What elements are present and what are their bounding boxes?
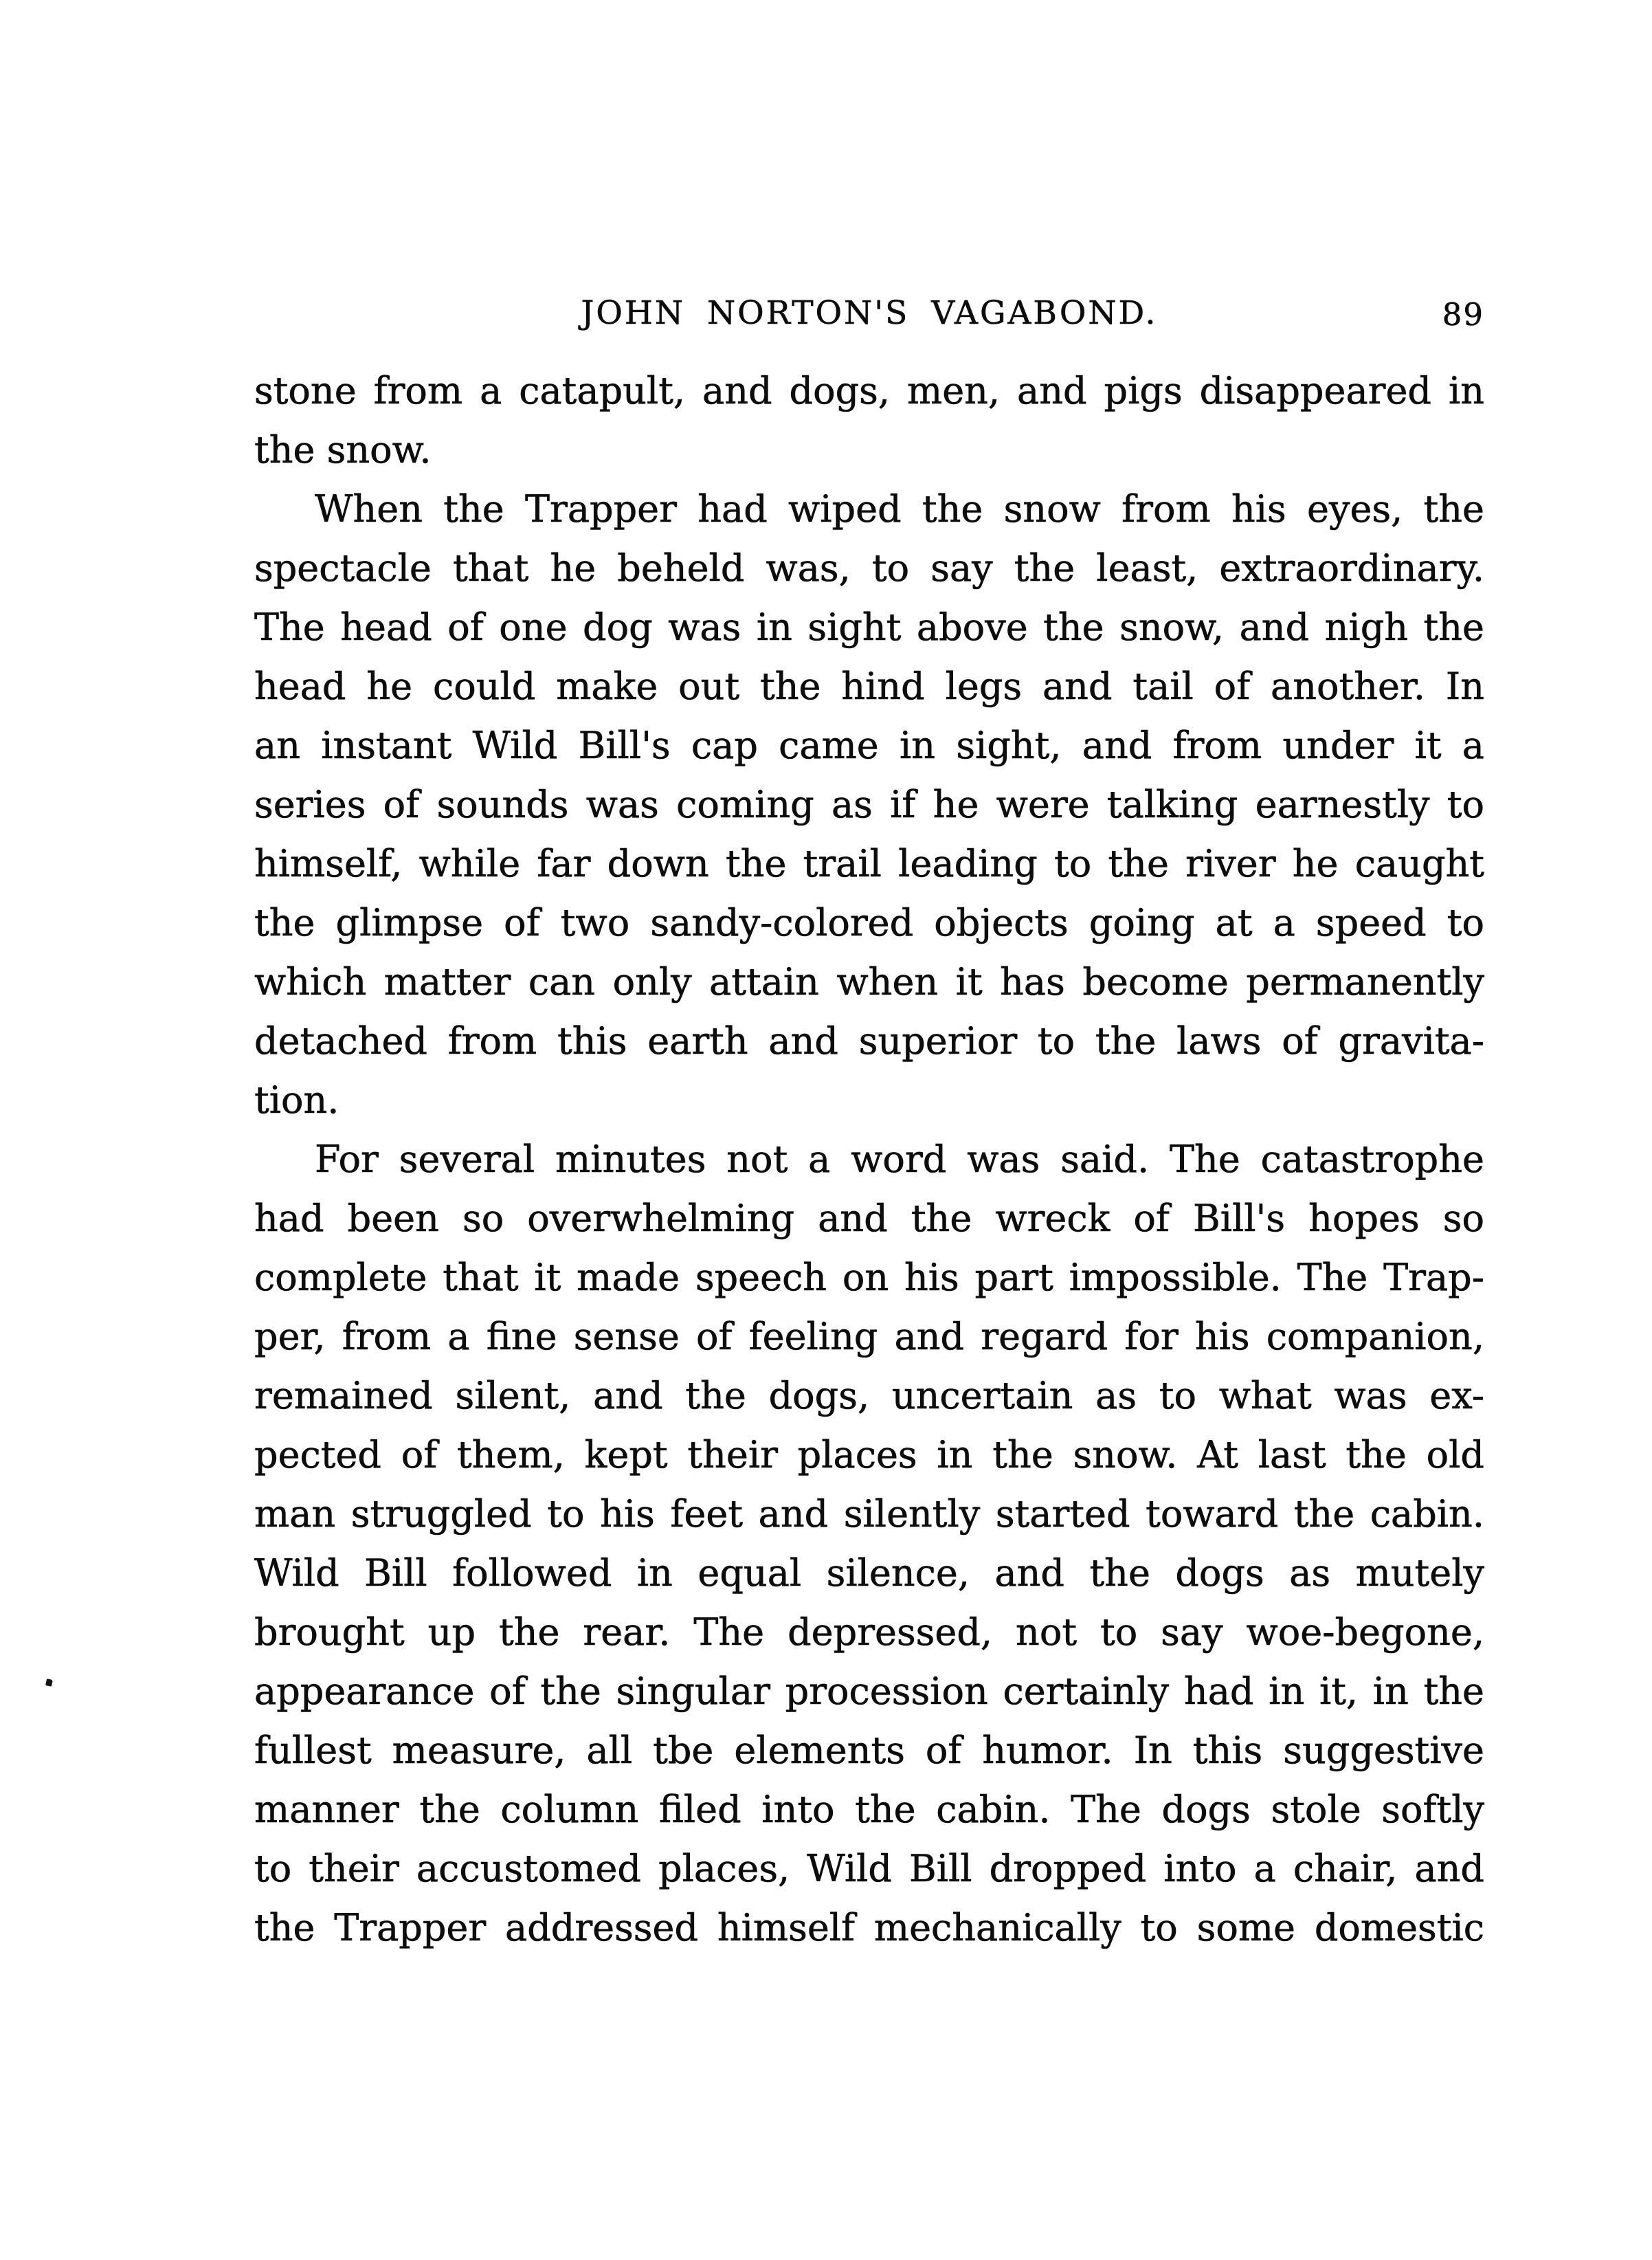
text-line: The head of one dog was in sight above the snow, and nigh the (254, 606, 1484, 649)
text-line: head he could make out the hind legs and tail of another. In (254, 665, 1484, 708)
text-line: man struggled to his feet and silently started toward the cabin. (254, 1492, 1484, 1536)
text-line: remained silent, and the dogs, uncertain as to what was ex- (254, 1374, 1484, 1417)
text-line: had been so overwhelming and the wreck of Bill's hopes so (254, 1197, 1484, 1240)
text-line: tion. (254, 1078, 339, 1122)
page-number: 89 (1442, 296, 1484, 333)
text-line: stone from a catapult, and dogs, men, and pigs disappeared in (254, 369, 1484, 412)
ink-speck-artifact (45, 1679, 53, 1687)
text-line: per, from a fine sense of feeling and regard for his companion, (254, 1315, 1484, 1358)
text-line: spectacle that he beheld was, to say the least, extraordinary. (254, 546, 1484, 590)
body-text (254, 362, 1484, 1958)
text-line: the Trapper addressed himself mechanically to some domestic (254, 1906, 1484, 1949)
text-line: Wild Bill followed in equal silence, and the dogs as mutely (254, 1551, 1484, 1595)
text-line: detached from this earth and superior to the laws of gravita- (254, 1019, 1484, 1063)
running-head (254, 294, 1484, 333)
text-line: which matter can only attain when it has become permanently (254, 960, 1484, 1004)
text-line: manner the column filed into the cabin. The dogs stole softly (254, 1788, 1484, 1831)
text-line: the glimpse of two sandy-colored objects going at a speed to (254, 901, 1484, 944)
text-line: brought up the rear. The depressed, not to say woe-begone, (254, 1610, 1484, 1654)
text-line: complete that it made speech on his part impossible. The Trap- (254, 1256, 1484, 1299)
text-line: pected of them, kept their places in the snow. At last the old (254, 1433, 1484, 1476)
text-line: himself, while far down the trail leading to the river he caught (254, 842, 1484, 885)
text-line: to their accustomed places, Wild Bill dropped into a chair, and (254, 1847, 1484, 1890)
text-line: an instant Wild Bill's cap came in sight, and from under it a (254, 724, 1484, 767)
text-line: When the Trapper had wiped the snow from his eyes, the (315, 487, 1484, 531)
text-line: fullest measure, all tbe elements of humor. In this suggestive (254, 1729, 1484, 1772)
text-line: series of sounds was coming as if he were talking earnestly to (254, 783, 1484, 826)
text-line: For several minutes not a word was said. The catastrophe (315, 1138, 1484, 1181)
text-line: the snow. (254, 428, 432, 472)
text-line: appearance of the singular procession certainly had in it, in the (254, 1670, 1484, 1713)
page-title: JOHN NORTON'S VAGABOND. (581, 294, 1158, 332)
